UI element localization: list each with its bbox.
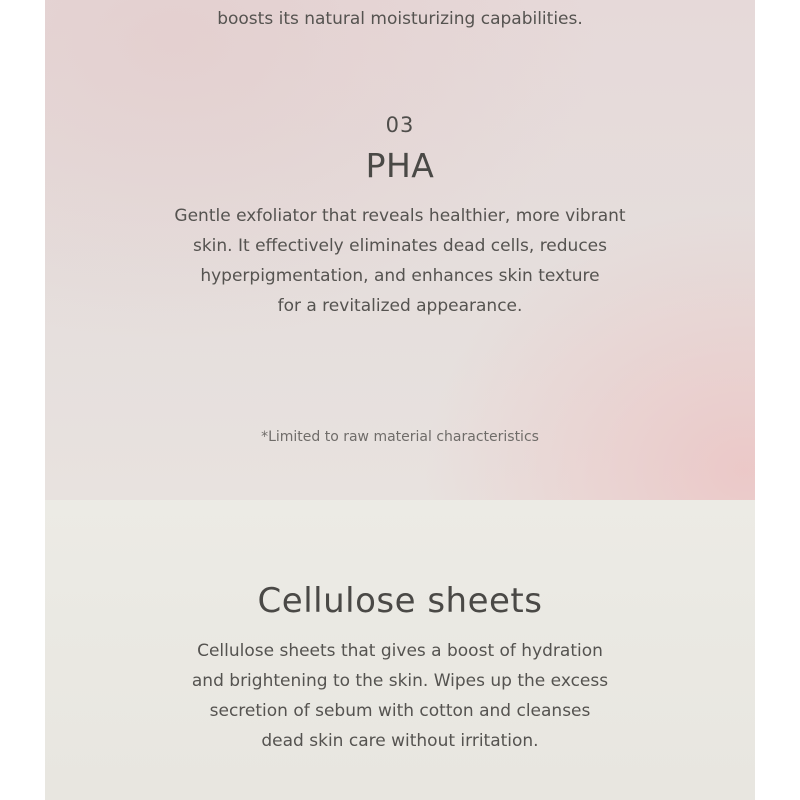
ingredient-description-line: Gentle exfoliator that reveals healthier, more vibrant <box>174 206 626 226</box>
ingredient-description <box>45 201 755 321</box>
section-title: Cellulose sheets <box>257 581 543 621</box>
ingredient-number: 03 <box>385 113 415 137</box>
content-column <box>45 0 755 800</box>
cellulose-sheets-section <box>45 500 755 800</box>
section-description-line: and brightening to the skin. Wipes up the excess <box>191 671 609 691</box>
section-description-line: secretion of sebum with cotton and cleanses <box>209 701 591 721</box>
ingredients-section <box>45 0 755 500</box>
previous-ingredient-description: boosts its natural moisturizing capabilities. <box>217 9 583 29</box>
section-description <box>45 636 755 756</box>
ingredient-title: PHA <box>365 146 435 185</box>
disclaimer-note: *Limited to raw material characteristics <box>261 429 539 445</box>
ingredient-description-line: for a revitalized appearance. <box>277 296 523 316</box>
ingredient-description-line: skin. It effectively eliminates dead cells, reduces <box>192 236 607 256</box>
ingredient-description-line: hyperpigmentation, and enhances skin texture <box>200 266 600 286</box>
section-description-line: dead skin care without irritation. <box>261 731 539 751</box>
section-description-line: Cellulose sheets that gives a boost of hydration <box>197 641 603 661</box>
